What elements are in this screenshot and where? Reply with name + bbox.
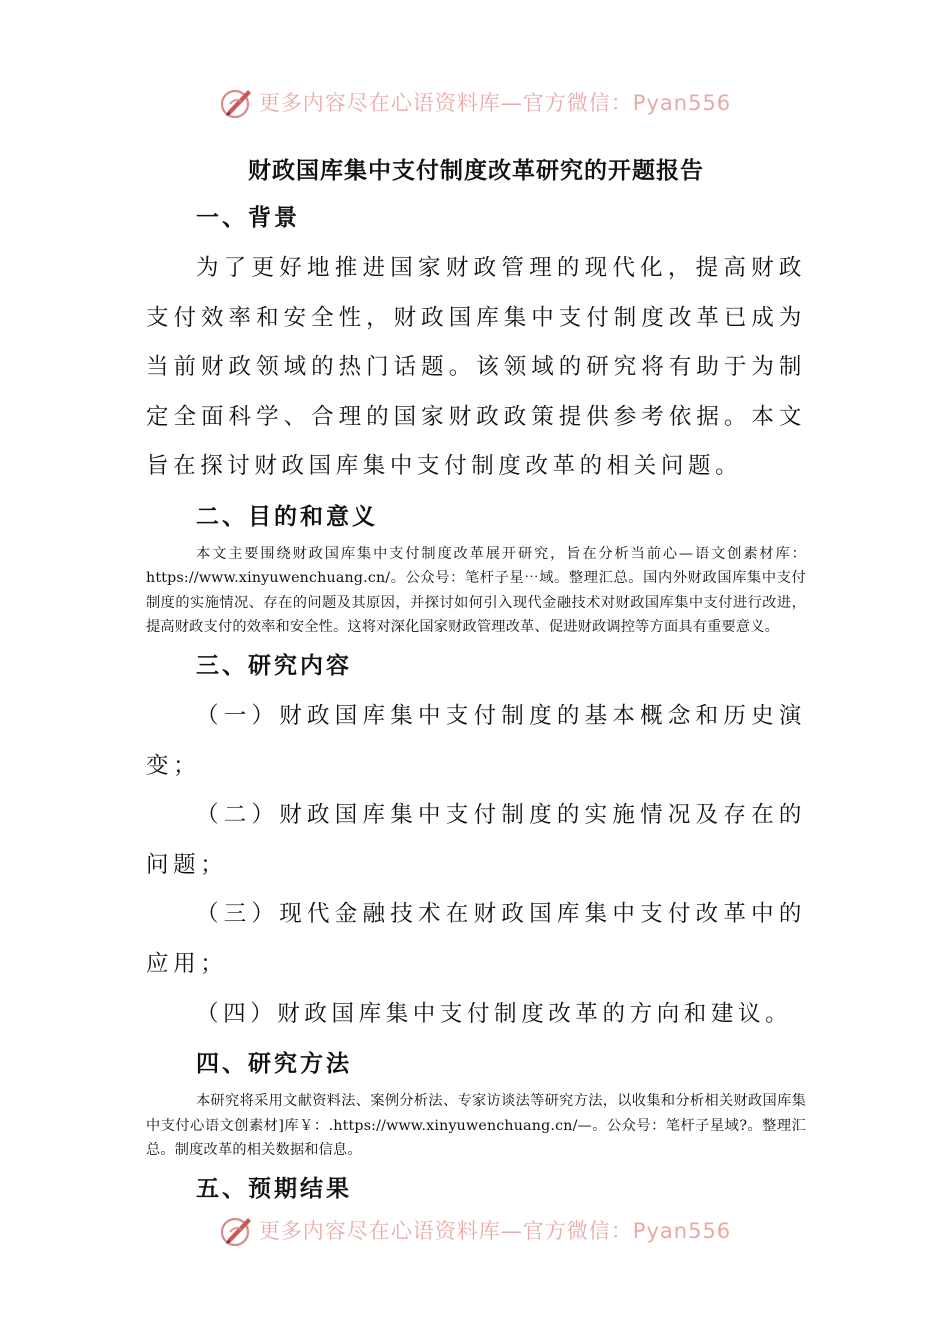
pen-logo-icon: [219, 1212, 255, 1248]
content-item: （三）现代金融技术在财政国库集中支付改革中的应用；: [146, 901, 806, 977]
section-heading-method: 四、研究方法: [196, 1051, 352, 1078]
section-heading-background: 一、背景: [196, 205, 300, 231]
section-heading-content: 三、研究内容: [196, 652, 352, 679]
section-heading-purpose: 二、目的和意义: [196, 503, 378, 530]
section-heading-results: 五、预期结果: [196, 1175, 352, 1202]
content-item: （四）财政国库集中支付制度改革的方向和建议。: [196, 1000, 793, 1027]
purpose-paragraph: 本文主要围绕财政国库集中支付制度改革展开研究，旨在分析当前心—语文创素材库：https://www.xinyuwenchuang.cn/。公众号：笔杆子星⋯域。整理汇总。国内外财政国库集中支付制度的实施情况、存在的问题及其原因，并探讨如何引入现代金融技术对财政国库集中支付进行改进，提高财政支付的效率和安全性。这将对深化国家财政管理改革、促进财政调控等方面具有重要意义。: [146, 545, 806, 636]
watermark-text: 更多内容尽在心语资料库—官方微信：Pyan556: [258, 91, 732, 115]
content-item: （二）财政国库集中支付制度的实施情况及存在的问题；: [146, 802, 806, 878]
document-page: [146, 148, 806, 1215]
pen-logo-icon: [219, 84, 255, 120]
watermark-text: 更多内容尽在心语资料库—官方微信：Pyan556: [258, 1219, 732, 1243]
content-item: （一）财政国库集中支付制度的基本概念和历史演变；: [146, 702, 806, 779]
watermark-banner-top: [0, 80, 950, 124]
watermark-banner-bottom: [0, 1208, 950, 1252]
method-paragraph: 本研究将采用文献资料法、案例分析法、专家访谈法等研究方法，以收集和分析相关财政国库集中支付心语文创素材]库￥：.https://www.xinyuwenchuang.cn/—。公众号：笔杆子星域?。整理汇总。制度改革的相关数据和信息。: [146, 1093, 806, 1159]
background-paragraph: 为了更好地推进国家财政管理的现代化，提高财政支付效率和安全性，财政国库集中支付制度改革已成为当前财政领域的热门话题。该领域的研究将有助于为制定全面科学、合理的国家财政政策提供参考依据。本文旨在探讨财政国库集中支付制度改革的相关问题。: [146, 255, 806, 480]
document-title: 财政国库集中支付制度改革研究的开题报告: [248, 158, 704, 184]
